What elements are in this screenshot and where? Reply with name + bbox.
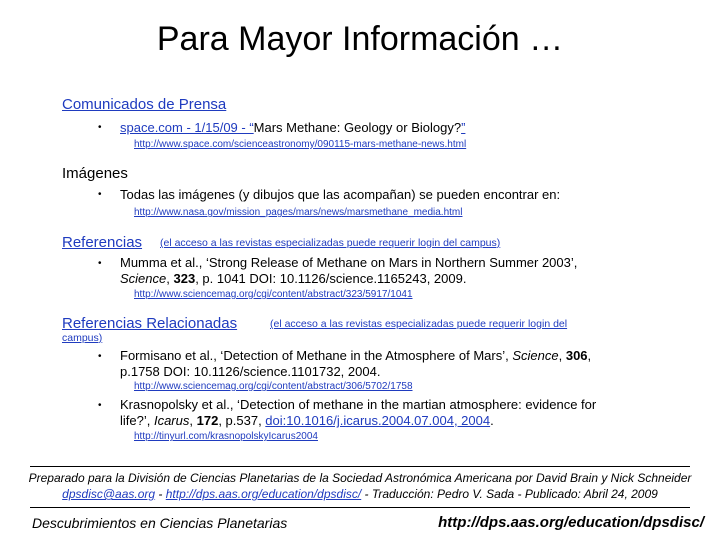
images-heading: Imágenes — [62, 165, 128, 182]
related-reference-url[interactable]: http://tinyurl.com/krasnopolskyIcarus2004 — [134, 431, 318, 442]
related-reference-volume: 306 — [565, 348, 588, 363]
footer-divider-bottom — [30, 507, 690, 508]
related-reference-item — [120, 348, 591, 380]
press-release-item[interactable] — [120, 120, 465, 136]
related-references-heading[interactable]: Referencias Relacionadas — [62, 315, 238, 332]
bullet: • — [98, 122, 102, 133]
press-release-title: Mars Methane: Geology or Biology? — [253, 120, 462, 135]
press-releases-heading[interactable]: Comunicados de Prensa — [62, 96, 227, 113]
related-reference-line-1: Krasnopolsky et al., ‘Detection of methane in the martian atmosphere: evidence for — [120, 397, 597, 412]
footer-divider — [30, 466, 690, 467]
related-reference-line-1: Formisano et al., ‘Detection of Methane in the Atmosphere of Mars’, Science, 306, — [120, 348, 592, 363]
related-reference-item — [120, 397, 596, 429]
references-note[interactable]: (el acceso a las revistas especializadas puede requerir login del campus) — [160, 237, 501, 249]
related-reference-journal: Science — [512, 348, 559, 363]
related-reference-volume: 172 — [196, 413, 219, 428]
related-references-note-cont[interactable]: campus) — [62, 332, 103, 344]
press-release-close-quote[interactable]: ” — [461, 120, 466, 135]
related-reference-line-2: life?’, Icarus, 172, p.537, doi:10.1016/j.icarus.2004.07.004, 2004. — [120, 413, 494, 428]
reference-line-1: Mumma et al., ‘Strong Release of Methane on Mars in Northern Summer 2003’, — [120, 255, 578, 270]
footer-site-link[interactable]: http://dps.aas.org/education/dpsdisc/ — [165, 487, 362, 501]
related-reference-journal: Icarus — [153, 413, 190, 428]
related-reference-authors: Formisano et al., ‘Detection of Methane in the Atmosphere of Mars’, — [120, 348, 513, 363]
related-references-note[interactable]: (el acceso a las revistas especializadas puede requerir login del — [270, 318, 568, 330]
bullet: • — [98, 189, 102, 200]
reference-rest: , p. 1041 DOI: 10.1126/science.1165243, 2009. — [195, 271, 467, 286]
images-url[interactable]: http://www.nasa.gov/mission_pages/mars/news/marsmethane_media.html — [134, 207, 463, 218]
reference-line-2: Science, 323, p. 1041 DOI: 10.1126/science.1165243, 2009. — [120, 271, 467, 286]
press-release-source-link[interactable]: space.com - 1/15/09 - “ — [120, 120, 254, 135]
related-reference-title-end: life?’, — [120, 413, 154, 428]
footer-email-link[interactable]: dpsdisc@aas.org — [62, 487, 156, 501]
press-release-url[interactable]: http://www.space.com/scienceastronomy/090115-mars-methane-news.html — [134, 139, 467, 150]
footer-brand: Descubrimientos en Ciencias Planetarias — [32, 515, 288, 531]
related-reference-pages: , p.537, — [218, 413, 266, 428]
footer-credits: Preparado para la División de Ciencias Planetarias de la Sociedad Astronómica Americana por David Brain y Nick Schneider — [28, 471, 692, 485]
page-title: Para Mayor Información … — [156, 20, 564, 58]
reference-volume: 323 — [173, 271, 196, 286]
bullet: • — [98, 351, 102, 362]
reference-item — [120, 255, 577, 287]
footer-brand-url[interactable]: http://dps.aas.org/education/dpsdisc/ — [438, 514, 704, 531]
related-reference-url[interactable]: http://www.sciencemag.org/cgi/content/abstract/306/5702/1758 — [134, 381, 413, 392]
reference-journal: Science — [120, 271, 167, 286]
bullet: • — [98, 400, 102, 411]
footer-links — [0, 487, 720, 501]
references-heading[interactable]: Referencias — [62, 234, 143, 251]
bullet: • — [98, 258, 102, 269]
images-item: Todas las imágenes (y dibujos que las acompañan) se pueden encontrar en: — [120, 187, 561, 202]
footer-translation-info: - Traducción: Pedro V. Sada - Publicado: Abril 24, 2009 — [361, 487, 658, 501]
reference-url[interactable]: http://www.sciencemag.org/cgi/content/abstract/323/5917/1041 — [134, 289, 413, 300]
footer-separator: - — [155, 487, 166, 501]
related-reference-line-2: p.1758 DOI: 10.1126/science.1101732, 2004. — [120, 364, 381, 379]
related-reference-doi-link[interactable]: doi:10.1016/j.icarus.2004.07.004, 2004 — [265, 413, 491, 428]
